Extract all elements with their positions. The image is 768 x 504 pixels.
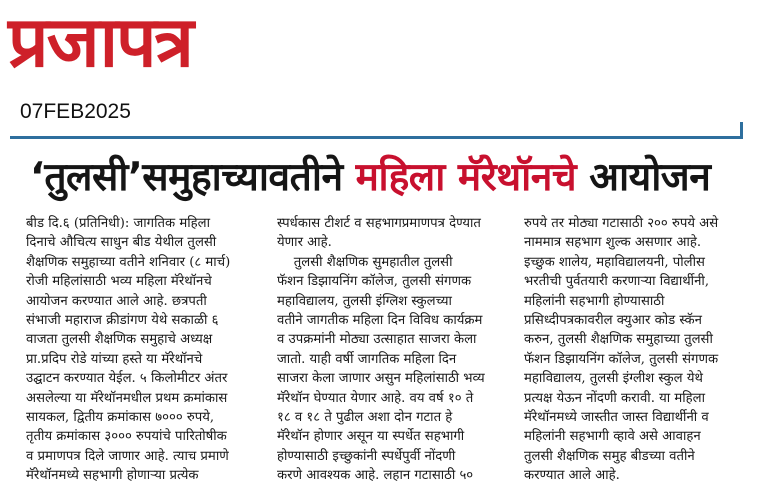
article-column-2: स्पर्धकास टीशर्ट व सहभागप्रमाणपत्र देण्यात येणार आहे. तुलसी शैक्षणिक सुमहातील तुलसी फॅशन डिझायनिंग कॉलेज, तुलसी संगणक महाविद्यालय, तुलसी इंग्लिश स्कुलच्या वतीने जागतीक महिला दिन विविध कार्यक्रम व उपक्रमांनी मोठ्या उत्साहात साजरा केला जातो. याही वर्षी जागतिक महिला दिन साजरा केला जाणार असुन महिलांसाठी भव्य मॅरेथॉन घेण्यात येणार आहे. वय वर्ष १० ते १८ व १८ ते पुढील अशा दोन गटात हे मॅरेथॉन होणार असून या स्पर्धेत सहभागी होण्यासाठी इच्छुकांनी स्पर्धेपुर्वी नोंदणी करणे आवश्यक आहे. लहान गटासाठी ५० — [277, 216, 485, 484]
publication-date: 07FEB2025 — [20, 100, 131, 123]
newspaper-masthead: प्रजापत्र — [8, 1, 192, 83]
header-divider — [10, 136, 743, 139]
article-headline — [30, 152, 740, 204]
article-column-1: बीड दि.६ (प्रतिनिधी): जागतिक महिला दिनाचे औचित्य साधुन बीड येथील तुलसी शैक्षणिक समुहाच्या वतीने शनिवार (८ मार्च) रोजी महिलांसाठी भव्य महिला मॅरेथॉनचे आयोजन करण्यात आले आहे. छत्रपती संभाजी महाराज क्रीडांगण येथे सकाळी ६ वाजता तुलसी शैक्षणिक समुहाचे अध्यक्ष प्रा.प्रदिप रोडे यांच्या हस्ते या मॅरेथॉनचे उद्घाटन करण्यात येईल. ५ किलोमीटर अंतर असलेल्या या मॅरेथॉनमधील प्रथम क्रमांकास सायकल, द्वितीय क्रमांकास ७००० रुपये, तृतीय क्रमांकास ३००० रुपयांचे पारितोषीक व प्रमाणपत्र दिले जाणार आहे. त्याच प्रमाणे मॅरेथॉनमध्ये सहभागी होणाऱ्या प्रत्येक — [26, 216, 231, 484]
header-divider-tick — [740, 122, 743, 139]
headline-highlight: महिला मॅरेथॉनचे — [355, 155, 577, 200]
headline-part-1: ‘तुलसी’समुहाच्यावतीने — [30, 155, 356, 200]
headline-part-3: आयोजन — [576, 155, 711, 200]
article-column-3: रुपये तर मोठ्या गटासाठी २०० रुपये असे नाममात्र सहभाग शुल्क असणार आहे. इच्छुक शालेय, महाविद्यालयनी, पोलीस भरतीची पुर्वतयारी करणाऱ्या विद्यार्थीनी, महिलांनी सहभागी होण्यासाठी प्रसिध्दीपत्रकावरील क्युआर कोड स्कॅन करुन, तुलसी शैक्षणिक समुहाच्या तुलसी फॅशन डिझायनिंग कॉलेज, तुलसी संगणक महाविद्यालय, तुलसी इंग्लीश स्कुल येथे प्रत्यक्ष येऊन नोंदणी करावी. या महिला मॅरेथॉनमध्ये जास्तीत जास्त विद्यार्थीनी व महिलांनी सहभागी व्हावे असे आवाहन तुलसी शैक्षणिक समुह बीडच्या वतीने करण्यात आले आहे. — [524, 216, 719, 484]
